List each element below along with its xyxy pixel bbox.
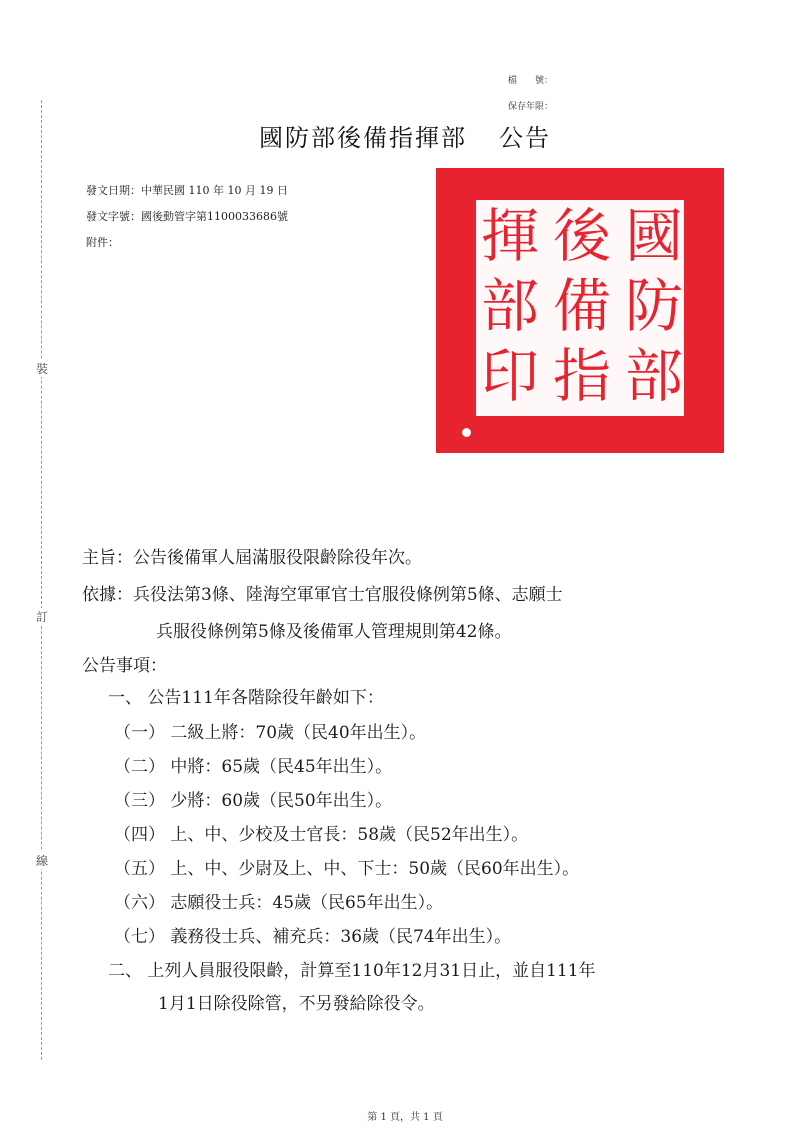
page-number: 第 1 頁，共 1 頁 xyxy=(367,1112,443,1123)
official-seal xyxy=(436,168,724,453)
sub-item-1: （一） 二級上將：70歲（民40年出生）。 xyxy=(114,723,427,743)
binding-mark-ding: 訂 xyxy=(35,610,48,624)
retention-period: 保存年限： xyxy=(508,102,554,112)
document-title xyxy=(0,118,810,153)
sub-item-5: （五） 上、中、少尉及上、中、下士：50歲（民60年出生）。 xyxy=(114,859,580,879)
seal-char: 部 xyxy=(624,342,683,410)
agency-name: 國防部後備指揮部 xyxy=(259,124,467,152)
binding-mark-zhuang: 裝 xyxy=(35,362,48,376)
section-1: 一、 公告111年各階除役年齡如下： xyxy=(108,688,384,708)
reference-number: 發文字號：國後動管字第1100033686號 xyxy=(86,210,288,223)
basis-line-2: 兵服役條例第5條及後備軍人管理規則第42條。 xyxy=(156,622,512,642)
seal-char: 後 xyxy=(552,202,611,270)
file-number: 檔 號： xyxy=(508,76,554,86)
seal-inner-panel xyxy=(474,198,686,418)
binding-line xyxy=(41,100,43,1060)
subject-line: 主旨：公告後備軍人屆滿服役限齡除役年次。 xyxy=(82,548,422,568)
basis-line-1: 依據：兵役法第3條、陸海空軍軍官士官服役條例第5條、志願士 xyxy=(82,585,563,605)
meta-right xyxy=(508,68,553,120)
seal-char: 揮 xyxy=(480,202,539,270)
seal-char: 防 xyxy=(624,272,683,340)
sub-item-6: （六） 志願役士兵：45歲（民65年出生）。 xyxy=(114,893,444,913)
meta-left xyxy=(86,178,288,256)
sub-item-7: （七） 義務役士兵、補充兵：36歲（民74年出生）。 xyxy=(114,927,512,947)
seal-char: 指 xyxy=(552,342,611,410)
seal-char: 部 xyxy=(480,272,539,340)
attachment: 附件： xyxy=(86,236,119,249)
section-2-line-1: 二、 上列人員服役限齡，計算至110年12月31日止，並自111年 xyxy=(108,961,596,981)
sub-item-2: （二） 中將：65歲（民45年出生）。 xyxy=(114,757,393,777)
section-2-line-2: 1月1日除役除管，不另發給除役令。 xyxy=(158,994,435,1014)
items-header: 公告事項： xyxy=(82,656,167,676)
sub-item-4: （四） 上、中、少校及士官長：58歲（民52年出生）。 xyxy=(114,825,529,845)
seal-dot xyxy=(462,428,471,437)
sub-item-3: （三） 少將：60歲（民50年出生）。 xyxy=(114,791,393,811)
seal-char: 國 xyxy=(624,202,683,270)
seal-char: 印 xyxy=(480,342,539,410)
seal-char: 備 xyxy=(552,272,611,340)
binding-mark-xian: 線 xyxy=(35,854,48,868)
document-type: 公告 xyxy=(499,124,551,152)
issue-date: 發文日期：中華民國 110 年 10 月 19 日 xyxy=(86,184,288,197)
